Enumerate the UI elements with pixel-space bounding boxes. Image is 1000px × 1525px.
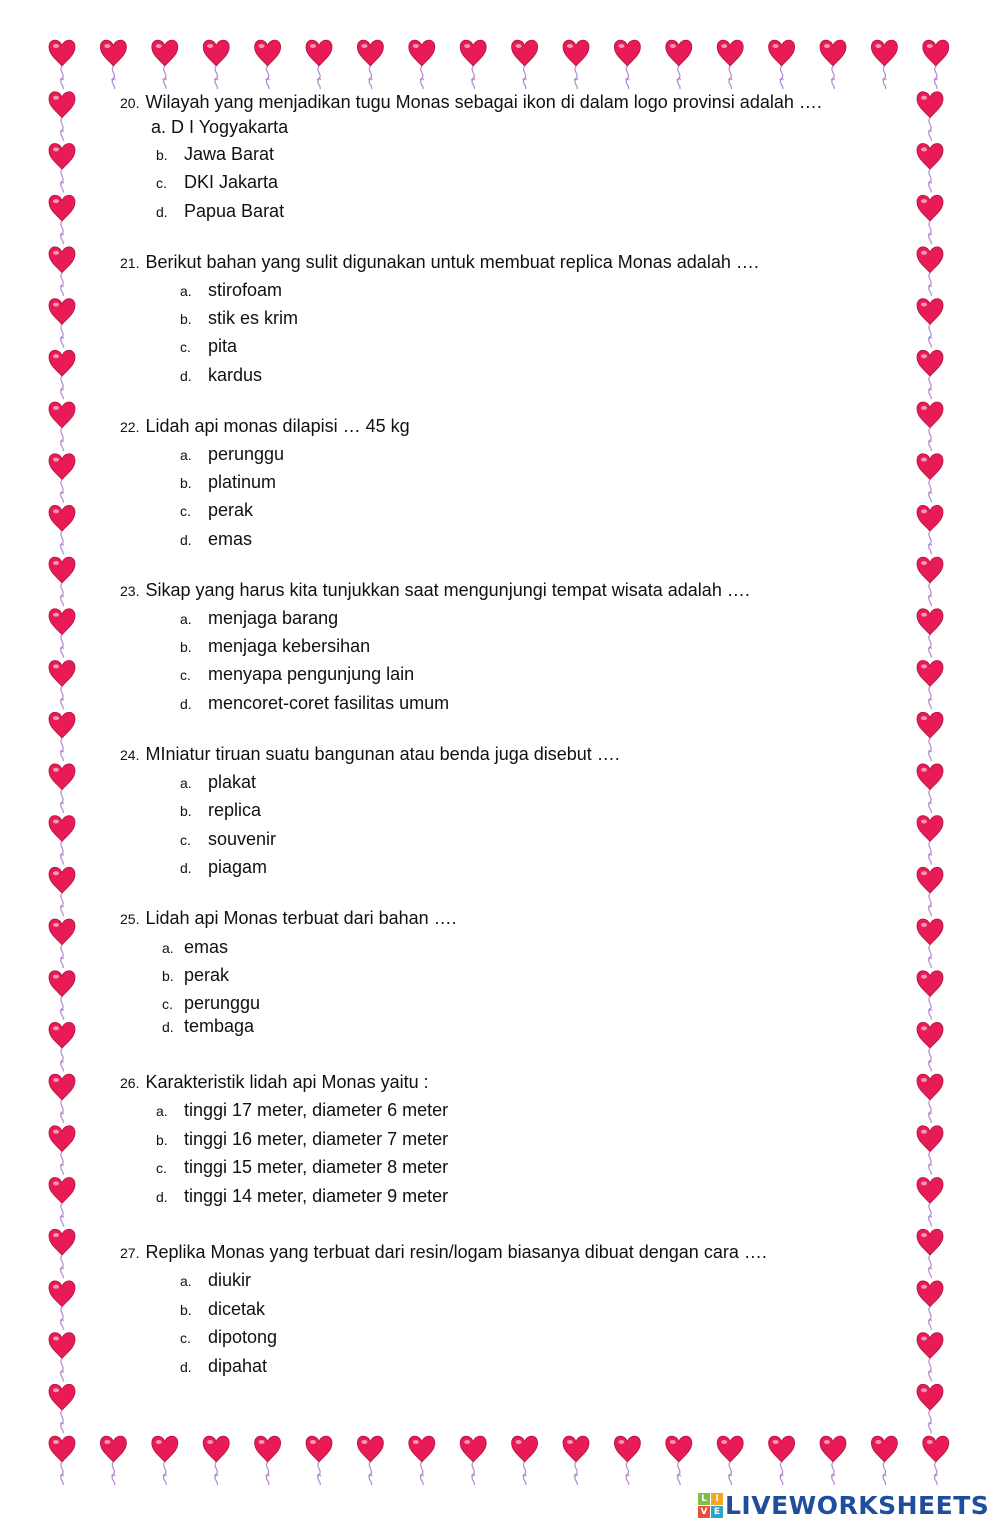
heart-balloon-icon <box>49 609 75 658</box>
heart-balloon-icon <box>917 1281 943 1330</box>
heart-balloon-icon <box>306 1436 332 1485</box>
option-text: stirofoam <box>208 280 283 300</box>
option-24b[interactable] <box>180 799 261 822</box>
question-25 <box>120 907 457 930</box>
heart-balloon-icon <box>917 712 943 761</box>
option-letter: c. <box>180 832 191 848</box>
question-text: Karakteristik lidah api Monas yaitu : <box>145 1072 429 1092</box>
heart-balloon-icon <box>512 40 538 89</box>
option-text: stik es krim <box>208 308 298 328</box>
option-27b[interactable] <box>180 1298 265 1321</box>
question-text: Berikut bahan yang sulit digunakan untuk membuat replica Monas adalah …. <box>145 252 759 272</box>
heart-balloon-icon <box>49 661 75 710</box>
heart-balloon-icon <box>460 1436 486 1485</box>
heart-balloon-icon <box>769 1436 795 1485</box>
option-text: tinggi 16 meter, diameter 7 meter <box>184 1129 449 1149</box>
heart-balloon-icon <box>917 1229 943 1278</box>
option-text: piagam <box>208 857 268 877</box>
heart-balloon-icon <box>917 92 943 141</box>
logo-block-v: V <box>698 1506 710 1518</box>
heart-balloon-icon <box>49 1126 75 1175</box>
option-text: perak <box>208 500 254 520</box>
option-letter: b. <box>180 1302 192 1318</box>
option-text: emas <box>208 529 253 549</box>
question-27 <box>120 1241 767 1264</box>
question-text: Replika Monas yang terbuat dari resin/logam biasanya dibuat dengan cara …. <box>145 1242 767 1262</box>
heart-balloon-icon <box>614 1436 640 1485</box>
heart-balloon-icon <box>152 40 178 89</box>
option-letter: a. <box>180 1273 192 1289</box>
heart-balloon-icon <box>49 557 75 606</box>
option-27d[interactable] <box>180 1355 267 1378</box>
heart-balloon-icon <box>255 1436 281 1485</box>
option-text: platinum <box>208 472 277 492</box>
heart-balloon-icon <box>917 195 943 244</box>
option-20a[interactable] <box>151 116 288 138</box>
heart-balloon-icon <box>717 40 743 89</box>
option-24c[interactable] <box>180 828 276 851</box>
option-letter: d. <box>180 532 192 548</box>
heart-balloon-icon <box>357 40 383 89</box>
heart-balloon-icon <box>49 1178 75 1227</box>
heart-balloon-icon <box>917 1074 943 1123</box>
option-letter: a. <box>156 1103 168 1119</box>
heart-balloon-icon <box>917 144 943 193</box>
option-text: Jawa Barat <box>184 144 275 164</box>
option-letter: b. <box>156 1132 168 1148</box>
heart-balloon-icon <box>917 1126 943 1175</box>
question-26 <box>120 1071 429 1094</box>
heart-balloon-icon <box>917 402 943 451</box>
option-letter: b. <box>162 968 174 984</box>
heart-balloon-icon <box>666 40 692 89</box>
heart-balloon-icon <box>917 971 943 1020</box>
option-25c[interactable] <box>162 992 260 1015</box>
heart-balloon-icon <box>917 454 943 503</box>
heart-balloon-icon <box>49 92 75 141</box>
option-letter: d. <box>156 1189 168 1205</box>
option-text: diukir <box>208 1270 252 1290</box>
heart-balloon-icon <box>917 661 943 710</box>
option-letter: c. <box>180 503 191 519</box>
option-letter: a. <box>180 447 192 463</box>
heart-balloon-icon <box>49 247 75 296</box>
border-left-column <box>49 92 75 1433</box>
option-27c[interactable] <box>180 1326 277 1349</box>
option-21b[interactable] <box>180 307 298 330</box>
question-number: 22. <box>120 419 140 435</box>
option-26b[interactable] <box>156 1128 448 1151</box>
option-26d[interactable] <box>156 1185 448 1208</box>
option-letter: b. <box>180 803 192 819</box>
option-text: perunggu <box>184 993 261 1013</box>
heart-balloon-icon <box>49 867 75 916</box>
heart-balloon-icon <box>917 764 943 813</box>
heart-balloon-icon <box>49 40 75 89</box>
option-23c[interactable] <box>180 663 414 686</box>
question-number: 23. <box>120 583 140 599</box>
heart-balloon-icon <box>203 40 229 89</box>
option-letter: a. <box>151 117 167 137</box>
heart-balloon-icon <box>917 816 943 865</box>
heart-balloon-icon <box>917 350 943 399</box>
heart-balloon-icon <box>49 971 75 1020</box>
option-22a[interactable] <box>180 443 284 466</box>
heart-balloon-icon <box>49 1022 75 1071</box>
option-letter: d. <box>180 368 192 384</box>
option-letter: c. <box>180 1330 191 1346</box>
heart-balloon-icon <box>871 40 897 89</box>
liveworksheets-logo[interactable] <box>698 1490 989 1520</box>
question-text: Lidah api Monas terbuat dari bahan …. <box>145 908 457 928</box>
heart-balloon-icon <box>49 1436 75 1485</box>
heart-balloon-icon <box>409 1436 435 1485</box>
heart-balloon-icon <box>563 40 589 89</box>
option-letter: a. <box>180 775 192 791</box>
option-letter: d. <box>180 1359 192 1375</box>
option-text: Papua Barat <box>184 201 285 221</box>
heart-balloon-icon <box>917 557 943 606</box>
logo-block-i: I <box>711 1493 723 1505</box>
heart-balloon-icon <box>917 609 943 658</box>
option-text: dipahat <box>208 1356 268 1376</box>
heart-balloon-icon <box>917 867 943 916</box>
question-20 <box>120 91 822 114</box>
option-20d[interactable] <box>156 200 284 223</box>
option-24d[interactable] <box>180 856 267 879</box>
option-letter: c. <box>156 175 167 191</box>
option-text: tinggi 14 meter, diameter 9 meter <box>184 1186 449 1206</box>
heart-balloon-icon <box>49 1333 75 1382</box>
option-21a[interactable] <box>180 279 282 302</box>
option-22b[interactable] <box>180 471 276 494</box>
question-number: 21. <box>120 255 140 271</box>
option-text: D I Yogyakarta <box>171 117 289 137</box>
option-letter: c. <box>180 667 191 683</box>
option-text: replica <box>208 800 262 820</box>
heart-balloon-icon <box>49 1229 75 1278</box>
option-text: emas <box>184 937 229 957</box>
question-number: 20. <box>120 95 140 111</box>
option-text: perunggu <box>208 444 285 464</box>
border-right-column <box>917 92 943 1433</box>
heart-balloon-icon <box>871 1436 897 1485</box>
option-23d[interactable] <box>180 692 449 715</box>
question-23 <box>120 579 750 602</box>
heart-balloon-icon <box>49 402 75 451</box>
option-letter: a. <box>180 283 192 299</box>
heart-balloon-icon <box>49 505 75 554</box>
heart-balloon-icon <box>100 40 126 89</box>
option-25b[interactable] <box>162 964 229 987</box>
heart-balloon-icon <box>917 919 943 968</box>
option-letter: c. <box>162 996 173 1012</box>
option-letter: b. <box>156 147 168 163</box>
heart-balloon-icon <box>923 1436 949 1485</box>
heart-balloon-icon <box>49 1384 75 1433</box>
option-text: tembaga <box>184 1016 255 1036</box>
logo-block-e: E <box>711 1506 723 1518</box>
heart-balloon-icon <box>917 1384 943 1433</box>
heart-balloon-icon <box>717 1436 743 1485</box>
heart-balloon-icon <box>917 247 943 296</box>
question-number: 27. <box>120 1245 140 1261</box>
option-letter: d. <box>180 696 192 712</box>
option-21d[interactable] <box>180 364 262 387</box>
heart-balloon-icon <box>820 1436 846 1485</box>
option-22d[interactable] <box>180 528 252 551</box>
option-27a[interactable] <box>180 1269 251 1292</box>
heart-balloon-icon <box>49 195 75 244</box>
option-text: menjaga kebersihan <box>208 636 371 656</box>
option-letter: d. <box>180 860 192 876</box>
question-text: Sikap yang harus kita tunjukkan saat mengunjungi tempat wisata adalah …. <box>145 580 750 600</box>
option-text: dipotong <box>208 1327 278 1347</box>
option-text: kardus <box>208 365 263 385</box>
heart-balloon-icon <box>49 299 75 348</box>
heart-balloon-icon <box>769 40 795 89</box>
option-text: menjaga barang <box>208 608 339 628</box>
option-letter: d. <box>162 1019 174 1035</box>
question-text: Wilayah yang menjadikan tugu Monas sebagai ikon di dalam logo provinsi adalah …. <box>145 92 822 112</box>
option-text: perak <box>184 965 230 985</box>
option-text: plakat <box>208 772 257 792</box>
heart-balloon-icon <box>357 1436 383 1485</box>
option-letter: b. <box>180 475 192 491</box>
option-22c[interactable] <box>180 499 253 522</box>
heart-balloon-icon <box>917 505 943 554</box>
question-number: 24. <box>120 747 140 763</box>
heart-balloon-icon <box>49 350 75 399</box>
option-25a[interactable] <box>162 936 228 959</box>
question-24 <box>120 743 620 766</box>
option-26a[interactable] <box>156 1099 448 1122</box>
heart-balloon-icon <box>666 1436 692 1485</box>
option-21c[interactable] <box>180 335 237 358</box>
heart-balloon-icon <box>923 40 949 89</box>
option-24a[interactable] <box>180 771 256 794</box>
heart-balloon-icon <box>49 1074 75 1123</box>
option-letter: a. <box>180 611 192 627</box>
option-text: menyapa pengunjung lain <box>208 664 415 684</box>
question-number: 26. <box>120 1075 140 1091</box>
heart-balloon-icon <box>917 1333 943 1382</box>
heart-balloon-icon <box>512 1436 538 1485</box>
border-bottom-row <box>49 1436 949 1485</box>
logo-text: LIVEWORKSHEETS <box>725 1490 990 1520</box>
option-text: DKI Jakarta <box>184 172 279 192</box>
heart-balloon-icon <box>917 299 943 348</box>
option-letter: b. <box>180 639 192 655</box>
heart-balloon-icon <box>614 40 640 89</box>
option-23b[interactable] <box>180 635 370 658</box>
logo-block-l: L <box>698 1493 710 1505</box>
heart-balloon-icon <box>409 40 435 89</box>
heart-balloon-icon <box>820 40 846 89</box>
option-23a[interactable] <box>180 607 338 630</box>
option-letter: c. <box>180 339 191 355</box>
option-20c[interactable] <box>156 171 278 194</box>
option-25d[interactable] <box>162 1015 254 1038</box>
heart-balloon-icon <box>49 454 75 503</box>
question-22 <box>120 415 410 438</box>
heart-balloon-icon <box>152 1436 178 1485</box>
question-text: Lidah api monas dilapisi … 45 kg <box>145 416 410 436</box>
option-text: tinggi 17 meter, diameter 6 meter <box>184 1100 449 1120</box>
heart-balloon-icon <box>306 40 332 89</box>
option-letter: d. <box>156 204 168 220</box>
option-text: souvenir <box>208 829 277 849</box>
question-number: 25. <box>120 911 140 927</box>
question-text: MIniatur tiruan suatu bangunan atau benda juga disebut …. <box>145 744 620 764</box>
heart-balloon-icon <box>255 40 281 89</box>
heart-balloon-icon <box>563 1436 589 1485</box>
heart-balloon-icon <box>49 144 75 193</box>
option-26c[interactable] <box>156 1156 448 1179</box>
option-text: dicetak <box>208 1299 266 1319</box>
heart-balloon-icon <box>100 1436 126 1485</box>
heart-balloon-icon <box>203 1436 229 1485</box>
heart-balloon-icon <box>917 1178 943 1227</box>
option-letter: a. <box>162 940 174 956</box>
heart-balloon-icon <box>49 816 75 865</box>
heart-balloon-icon <box>49 1281 75 1330</box>
question-21 <box>120 251 759 274</box>
option-text: tinggi 15 meter, diameter 8 meter <box>184 1157 449 1177</box>
option-text: mencoret-coret fasilitas umum <box>208 693 450 713</box>
heart-balloon-icon <box>49 712 75 761</box>
option-text: pita <box>208 336 238 356</box>
heart-balloon-icon <box>49 764 75 813</box>
heart-balloon-icon <box>49 919 75 968</box>
border-top-row <box>49 40 949 89</box>
heart-balloon-icon <box>917 1022 943 1071</box>
heart-balloon-icon <box>460 40 486 89</box>
option-letter: c. <box>156 1160 167 1176</box>
logo-blocks <box>698 1493 723 1518</box>
option-letter: b. <box>180 311 192 327</box>
option-20b[interactable] <box>156 143 274 166</box>
